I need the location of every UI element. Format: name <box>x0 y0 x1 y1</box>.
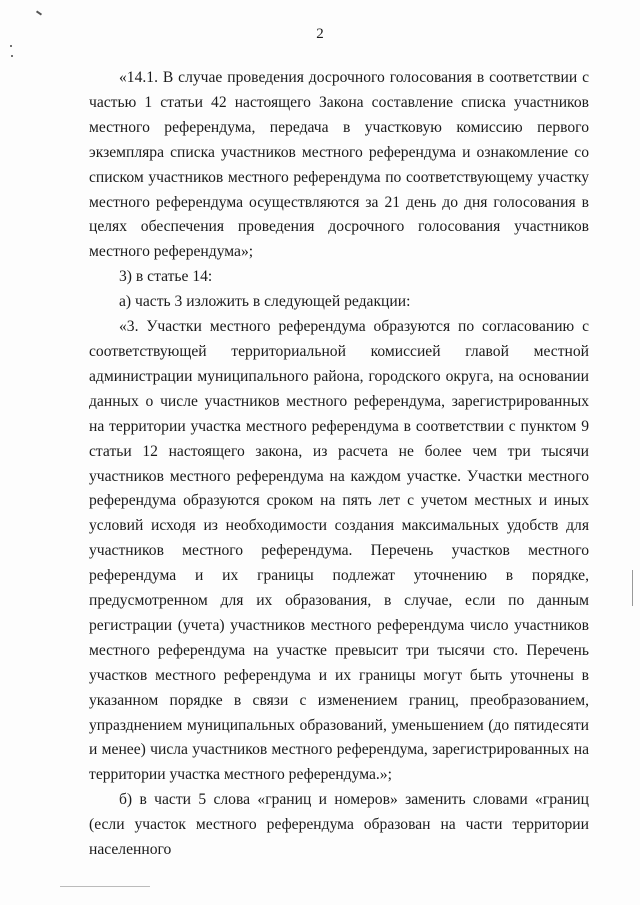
paragraph-item-b: б) в части 5 слова «границ и номеров» заменить словами «границ (если участок местного референдума образован на части территории населенного <box>89 791 589 859</box>
scan-mark-top-left <box>36 10 42 15</box>
paragraph-item-3: 3) в статье 14: <box>119 268 213 286</box>
paragraph-part-3: «3. Участки местного референдума образуются по согласованию с соответствующей территориальной комиссией главой местной администрации муниципального района, городского округа, на основании данных о числе участников местного референдума, зарегистрированных на территории участка местного референдума в соответствии с пунктом 9 статьи 12 настоящего закона, из расчета не более чем три тысячи участников местного референдума на каждом участке. Участки местного референдума образуются сроком на пять лет с учетом местных и иных условий исходя из необходимости создания максимальных удобств для участников местного референдума. Перечень участков местного референдума и их границы подлежат уточнению в порядке, предусмотренном для их образования, в случае, если по данным регистрации (учета) участников местного референдума число участников местного референдума на участке превысит три тысячи сто. Перечень участков местного референдума и их границы могут быть уточнены в указанном порядке в связи с изменением границ, преобразованием, упразднением муниципальных образований, уменьшением (до пятидесяти и менее) числа участников местного референдума, зарегистрированных на территории участка местного референдума.»; <box>89 318 589 784</box>
scan-dot <box>11 55 13 57</box>
document-body <box>89 66 589 863</box>
page-number: 2 <box>316 26 324 42</box>
paragraph-item-a: а) часть 3 изложить в следующей редакции: <box>119 293 411 311</box>
scan-mark-right-edge <box>632 570 633 606</box>
scan-mark-bottom <box>60 886 150 887</box>
paragraph-14-1: «14.1. В случае проведения досрочного голосования в соответствии с частью 1 статьи 42 настоящего Закона составление списка участников местного референдума, передача в участковую комиссию первого экземпляра списка участников местного референдума и ознакомление со списком участников местного референдума по соответствующему участку местного референдума осуществляются за 21 день до дня голосования в целях обеспечения проведения досрочного голосования участников местного референдума»; <box>89 69 589 261</box>
scan-dot <box>10 45 12 47</box>
